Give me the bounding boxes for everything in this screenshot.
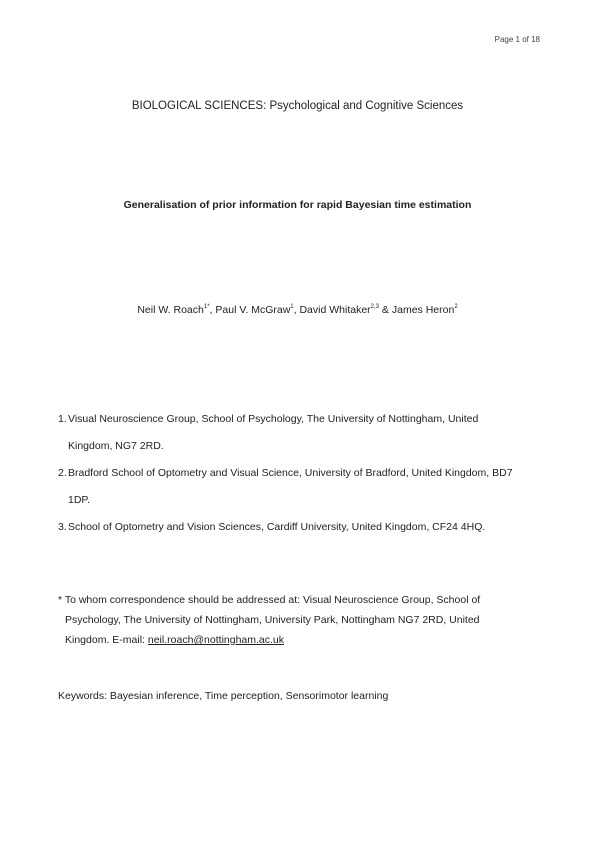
author-name: James Heron	[391, 304, 455, 316]
correspondence-line: Psychology, The University of Nottingham, University Park, Nottingham NG7 2RD, United	[65, 614, 480, 626]
author-name: Neil W. Roach	[137, 304, 204, 316]
author-affiliation-marker: 1	[290, 304, 294, 310]
affiliation-item	[58, 514, 548, 541]
page-number: Page 1 of 18	[494, 35, 540, 44]
affiliation-number: 2.	[58, 467, 67, 479]
author-affiliation-marker: 2	[454, 304, 458, 310]
affiliation-item	[58, 460, 548, 514]
affiliation-number: 3.	[58, 521, 67, 533]
author-name: Paul V. McGraw	[215, 304, 291, 316]
affiliation-item	[58, 406, 548, 460]
correspondence-note	[58, 590, 538, 650]
affiliation-text: Bradford School of Optometry and Visual Science, University of Bradford, United Kingdom, BD7	[68, 467, 513, 479]
section-heading: BIOLOGICAL SCIENCES: Psychological and Cognitive Sciences	[131, 100, 464, 112]
email-link[interactable]: neil.roach@nottingham.ac.uk	[147, 634, 285, 646]
affiliation-text-continued: Kingdom, NG7 2RD.	[68, 440, 164, 452]
author-separator: ,	[293, 304, 300, 316]
correspondence-line: * To whom correspondence should be addressed at: Visual Neuroscience Group, School of	[58, 594, 481, 606]
affiliation-text-continued: 1DP.	[68, 494, 90, 506]
affiliation-text: School of Optometry and Vision Sciences, Cardiff University, United Kingdom, CF24 4HQ.	[68, 521, 486, 533]
author-list	[0, 304, 595, 316]
author-affiliation-marker: 2,3	[370, 304, 380, 310]
affiliation-text: Visual Neuroscience Group, School of Psychology, The University of Nottingham, United	[68, 413, 479, 425]
author-name: David Whitaker	[299, 304, 371, 316]
email-label: Kingdom. E-mail:	[65, 634, 148, 646]
author-separator: &	[379, 304, 392, 316]
correspondence-line	[58, 630, 538, 650]
author-affiliation-marker: 1*	[203, 304, 210, 310]
keywords: Keywords: Bayesian inference, Time perception, Sensorimotor learning	[58, 690, 389, 702]
paper-title: Generalisation of prior information for rapid Bayesian time estimation	[123, 199, 472, 211]
affiliation-number: 1.	[58, 413, 67, 425]
affiliation-list	[58, 406, 548, 541]
author-separator: ,	[209, 304, 216, 316]
